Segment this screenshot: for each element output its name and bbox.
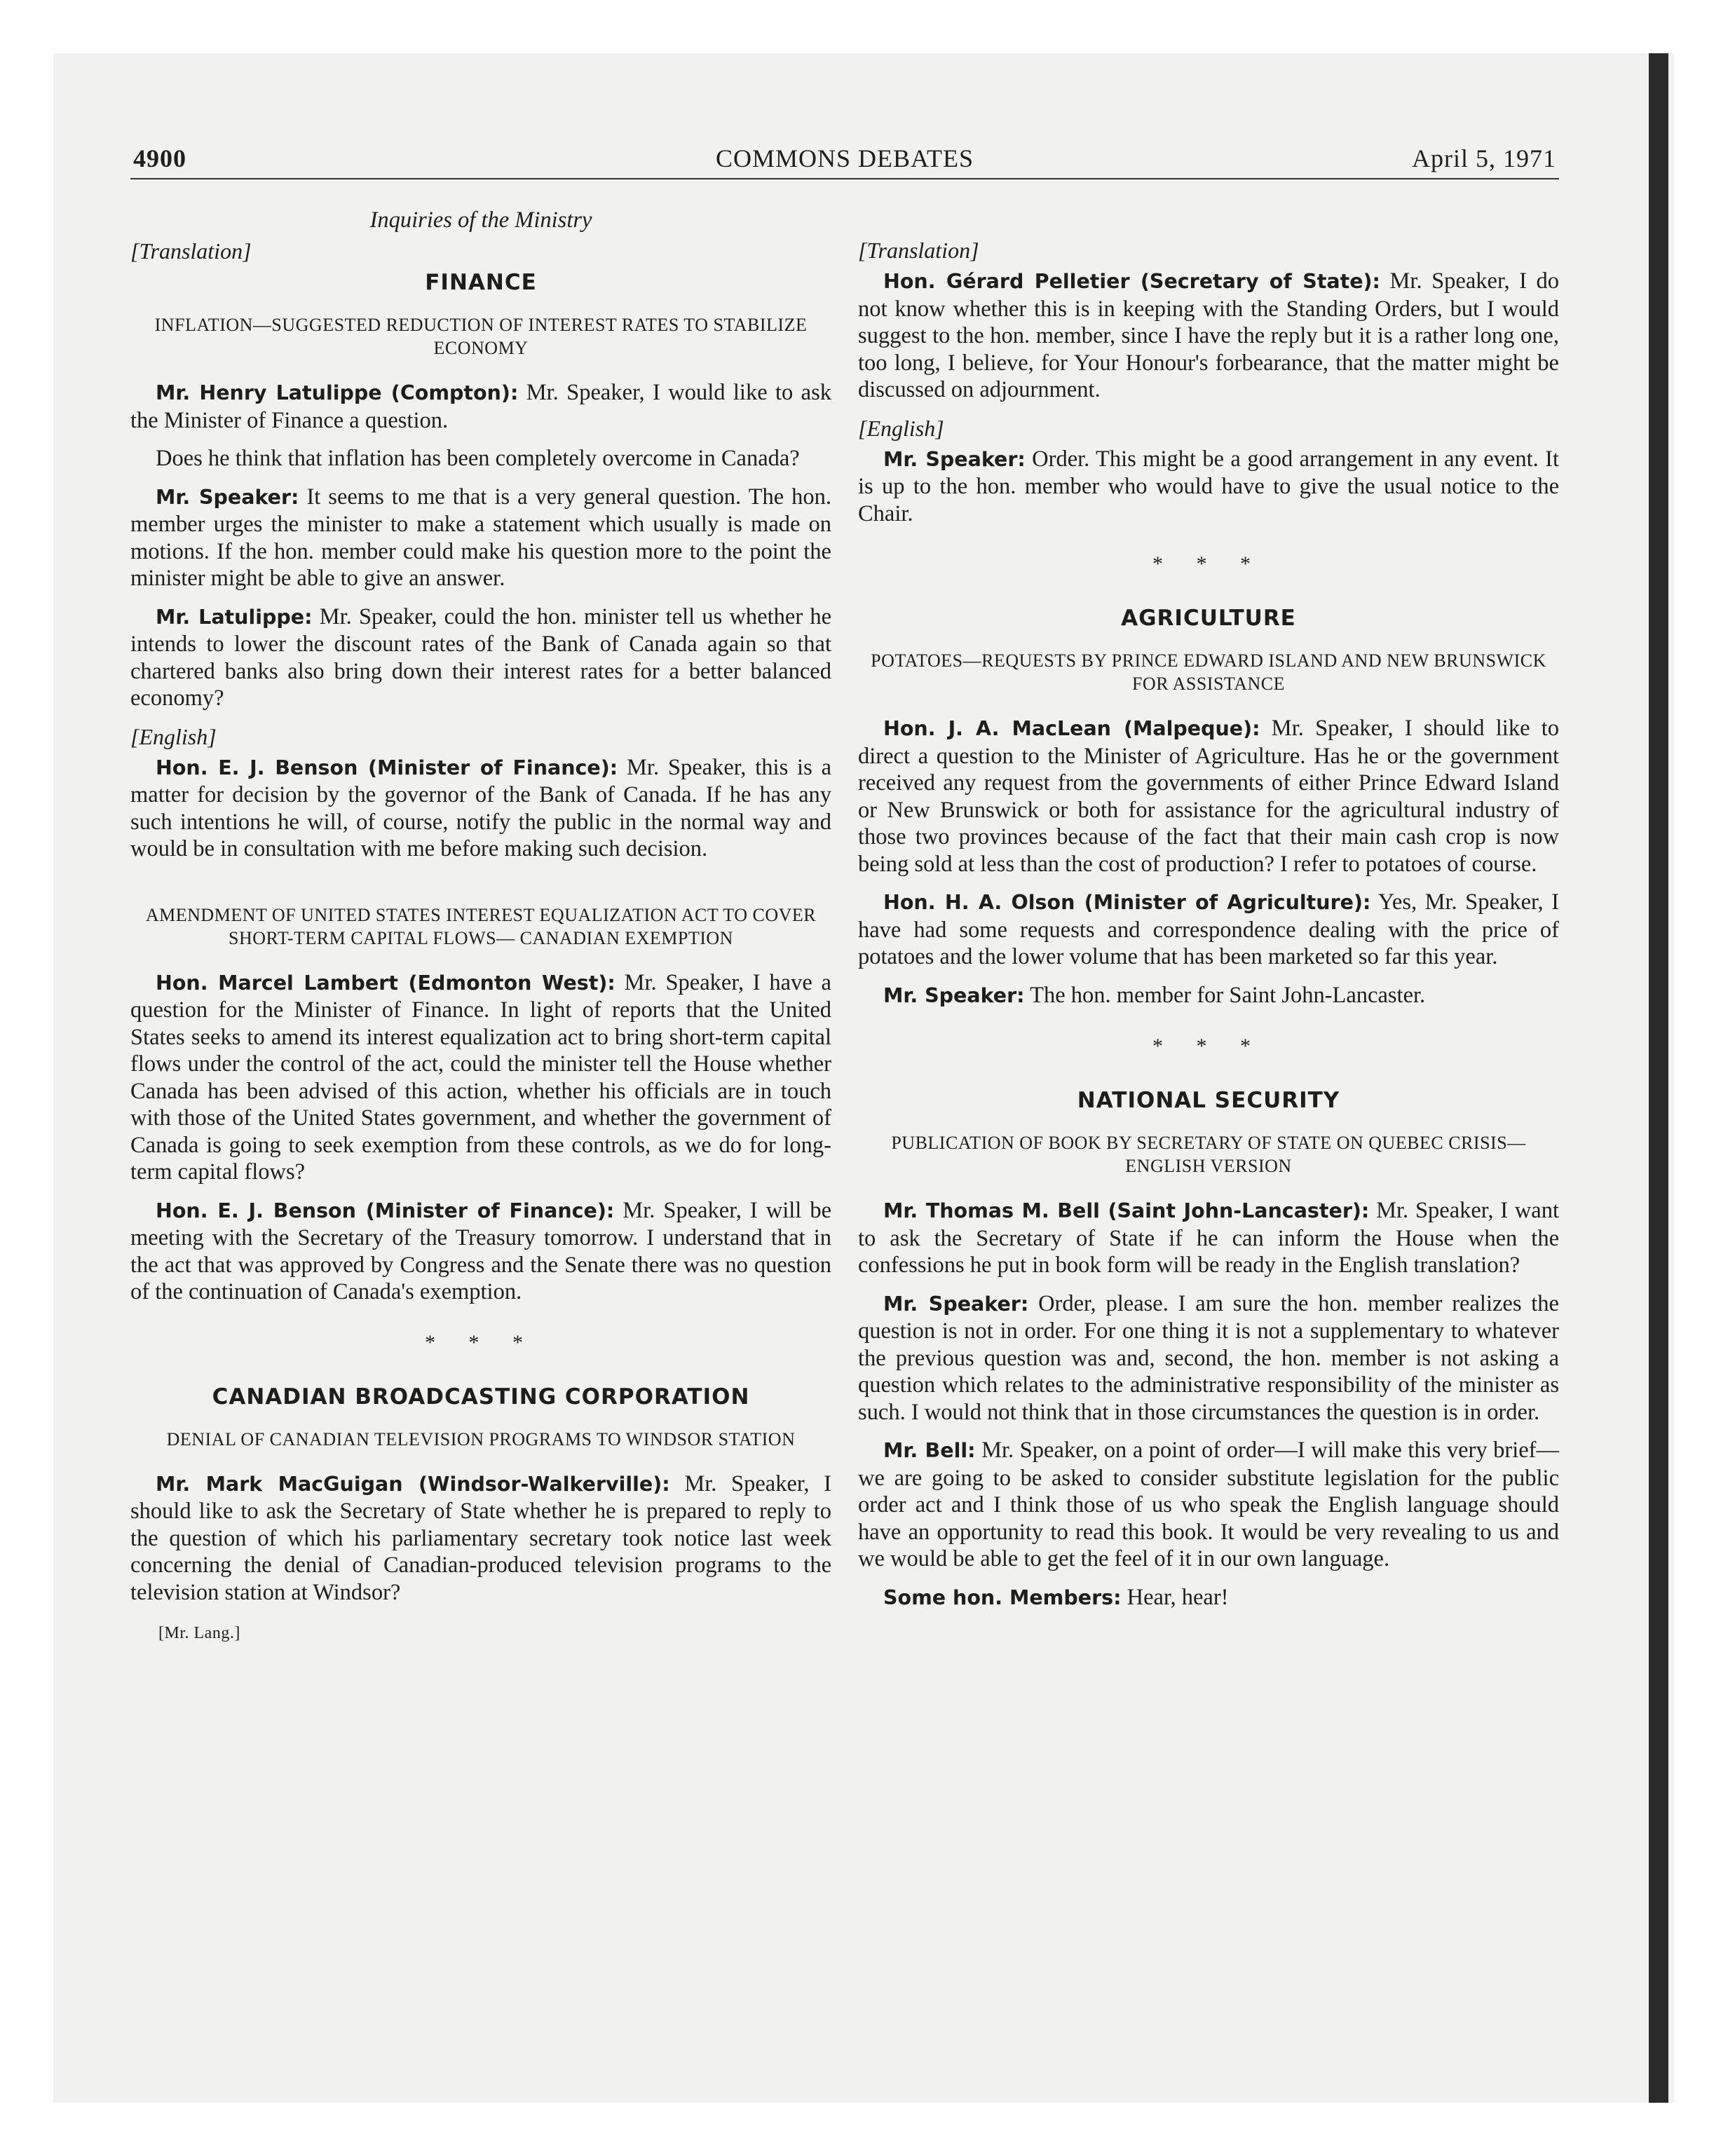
speaker-name: Hon. Marcel Lambert (Edmonton West): (156, 971, 615, 995)
speech-text: The hon. member for Saint John-Lancaster. (1024, 982, 1426, 1008)
scan-edge-shadow (1649, 53, 1668, 2103)
speech-paragraph (130, 1197, 831, 1306)
speech-paragraph (130, 484, 831, 592)
speaker-name: Mr. Bell: (883, 1439, 976, 1462)
speech-paragraph (130, 445, 831, 472)
english-label: [English] (130, 723, 217, 749)
speaker-name: Hon. H. A. Olson (Minister of Agriculture): (883, 891, 1371, 914)
speaker-name: Some hon. Members: (883, 1585, 1122, 1609)
speaker-name: Mr. Speaker: (883, 1292, 1029, 1316)
speaker-footnote: [Mr. Lang.] (158, 1624, 240, 1642)
speaker-name: Mr. Latulippe: (156, 605, 313, 629)
speaker-name: Mr. Mark MacGuigan (Windsor-Walkerville): (156, 1472, 670, 1496)
speech-paragraph (858, 268, 1559, 404)
subhead-amendment: AMENDMENT OF UNITED STATES INTEREST EQUALIZATION ACT TO COVER SHORT-TERM CAPITAL FLOWS— CANADIAN EXEMPTION (145, 904, 817, 948)
left-column (130, 207, 831, 1643)
speech-text: Mr. Speaker, this is a matter for decision by the governor of the Bank of Canada. If he has any such intentions he will, of course, notify the public in the normal way and would be in consultation with me before making such decision. (130, 754, 832, 861)
page-number: 4900 (133, 144, 186, 172)
speaker-name: Mr. Thomas M. Bell (Saint John-Lancaster): (883, 1199, 1370, 1222)
speech-text: Mr. Speaker, I would like to ask the Minister of Finance a question. (130, 380, 831, 433)
section-title-finance: FINANCE (425, 270, 537, 295)
speaker-name: Mr. Speaker: (156, 485, 299, 509)
speech-paragraph (130, 603, 831, 712)
speech-text: Order. This might be a good arrangement in any event. It is up to the hon. member who would have to give the usual notice to the Chair. (858, 446, 1559, 526)
speaker-name: Hon. Gérard Pelletier (Secretary of State): (883, 270, 1380, 293)
speaker-name: Mr. Speaker: (883, 983, 1025, 1007)
running-head: Inquiries of the Ministry (369, 207, 592, 233)
speaker-name: Mr. Speaker: (883, 447, 1026, 471)
speech-paragraph (130, 969, 831, 1186)
subhead-cbc: DENIAL OF CANADIAN TELEVISION PROGRAMS TO WINDSOR STATION (166, 1428, 796, 1449)
speech-text: Order, please. I am sure the hon. member realizes the question is not in order. For one thing it is not a supplementary to whatever the previous question was and, second, the hon. member is not asking a question which relates to the administrative responsibility of the minister as such. I would not think that in those circumstances the question is in order. (858, 1290, 1559, 1425)
page-header (130, 143, 1559, 179)
speech-text: Mr. Speaker, I should like to ask the Secretary of State whether he is prepared to reply to the question of which his parliamentary secretary took notice last week concerning the denial of Canadian-produced television programs to the television station at Windsor? (130, 1471, 832, 1605)
speech-paragraph (858, 1437, 1559, 1573)
speaker-name: Hon. E. J. Benson (Minister of Finance): (156, 1199, 615, 1222)
speech-paragraph (858, 889, 1559, 971)
section-separator: * * * (1152, 552, 1265, 575)
speech-text: Mr. Speaker, I have a question for the Minister of Finance. In light of reports that the United States seeks to amend its interest equalization act to bring short-term capital flows under the control of the act, could the minister tell the House whether Canada has been advised of this action, whether his officials are in touch with those of the United States government, and whether the government of Canada is going to seek exemption from these controls, as we do for long-term capital flows? (130, 969, 831, 1185)
subhead-inflation: INFLATION—SUGGESTED REDUCTION OF INTEREST RATES TO STABILIZE ECONOMY (154, 315, 808, 358)
english-label: [English] (858, 415, 944, 441)
speech-paragraph (858, 1584, 1559, 1612)
speech-text: Mr. Speaker, could the hon. minister tell us whether he intends to lower the discount rates of the Bank of Canada again so that chartered banks also bring down their interest rates for a better balanced economy? (130, 603, 831, 711)
speech-paragraph (858, 446, 1559, 528)
speaker-name: Hon. E. J. Benson (Minister of Finance): (156, 756, 618, 779)
speech-text: Mr. Speaker, I should like to direct a question to the Minister of Agriculture. Has he or the government received any request from the governments of either Prince Edward Island or New Brunswick or both for assistance for the agricultural industry of those two provinces because of the fact that their main cash crop is now being sold at less than the cost of production? I refer to potatoes of course. (858, 716, 1560, 877)
speech-paragraph (130, 379, 831, 434)
speech-text: Yes, Mr. Speaker, I have had some requests and correspondence dealing with the price of potatoes and the lower volume that has been marketed so far this year. (858, 889, 1559, 969)
speech-text: Mr. Speaker, I will be meeting with the Secretary of the Treasury tomorrow. I understand that in the act that was approved by Congress and the Senate there was no question of the continuation of Canada's exemption. (130, 1197, 832, 1304)
speaker-name: Mr. Henry Latulippe (Compton): (156, 381, 519, 404)
speech-text: Does he think that inflation has been completely overcome in Canada? (156, 446, 800, 471)
subhead-security: PUBLICATION OF BOOK BY SECRETARY OF STATE ON QUEBEC CRISIS—ENGLISH VERSION (891, 1133, 1526, 1176)
speech-text: It seems to me that is a very general question. The hon. member urges the minister to make a statement which usually is made on motions. If the hon. member could make his question more to the point the minister might be able to give an answer. (130, 484, 831, 591)
speech-text: Mr. Speaker, on a point of order—I will make this very brief—we are going to be asked to consider substitute legislation for the public order act and I think those of us who speak the English language should have an opportunity to read this book. It would be very revealing to us and we would be able to get the feel of it in our own language. (858, 1438, 1559, 1571)
speaker-name: Hon. J. A. MacLean (Malpeque): (883, 717, 1260, 740)
section-title-agriculture: AGRICULTURE (1121, 606, 1296, 631)
speech-paragraph (858, 715, 1559, 878)
section-title-cbc: CANADIAN BROADCASTING CORPORATION (212, 1384, 750, 1410)
section-title-security: NATIONAL SECURITY (1077, 1088, 1340, 1113)
speech-paragraph (858, 1197, 1559, 1279)
speech-text: Hear, hear! (1121, 1584, 1229, 1610)
speech-paragraph (858, 1290, 1559, 1426)
subhead-potatoes: POTATOES—REQUESTS BY PRINCE EDWARD ISLAND AND NEW BRUNSWICK FOR ASSISTANCE (871, 650, 1546, 694)
speech-paragraph (130, 1471, 831, 1606)
section-separator: * * * (1152, 1035, 1265, 1058)
issue-date: April 5, 1971 (1412, 144, 1556, 172)
journal-title: COMMONS DEBATES (715, 144, 974, 172)
translation-label: [Translation] (130, 238, 252, 264)
section-separator: * * * (425, 1330, 537, 1354)
translation-label: [Translation] (858, 238, 979, 263)
speech-text: Mr. Speaker, I want to ask the Secretary of State if he can inform the House when the confessions he put in book form will be ready in the English translation? (858, 1198, 1560, 1278)
speech-paragraph (858, 982, 1559, 1010)
right-column (858, 207, 1559, 1623)
speech-paragraph (130, 754, 831, 863)
speech-text: Mr. Speaker, I do not know whether this is in keeping with the Standing Orders, but I would suggest to the hon. member, since I have the reply but it is a rather long one, too long, I believe, for Your Honour's forbearance, that the matter might be discussed on adjournment. (858, 268, 1560, 402)
